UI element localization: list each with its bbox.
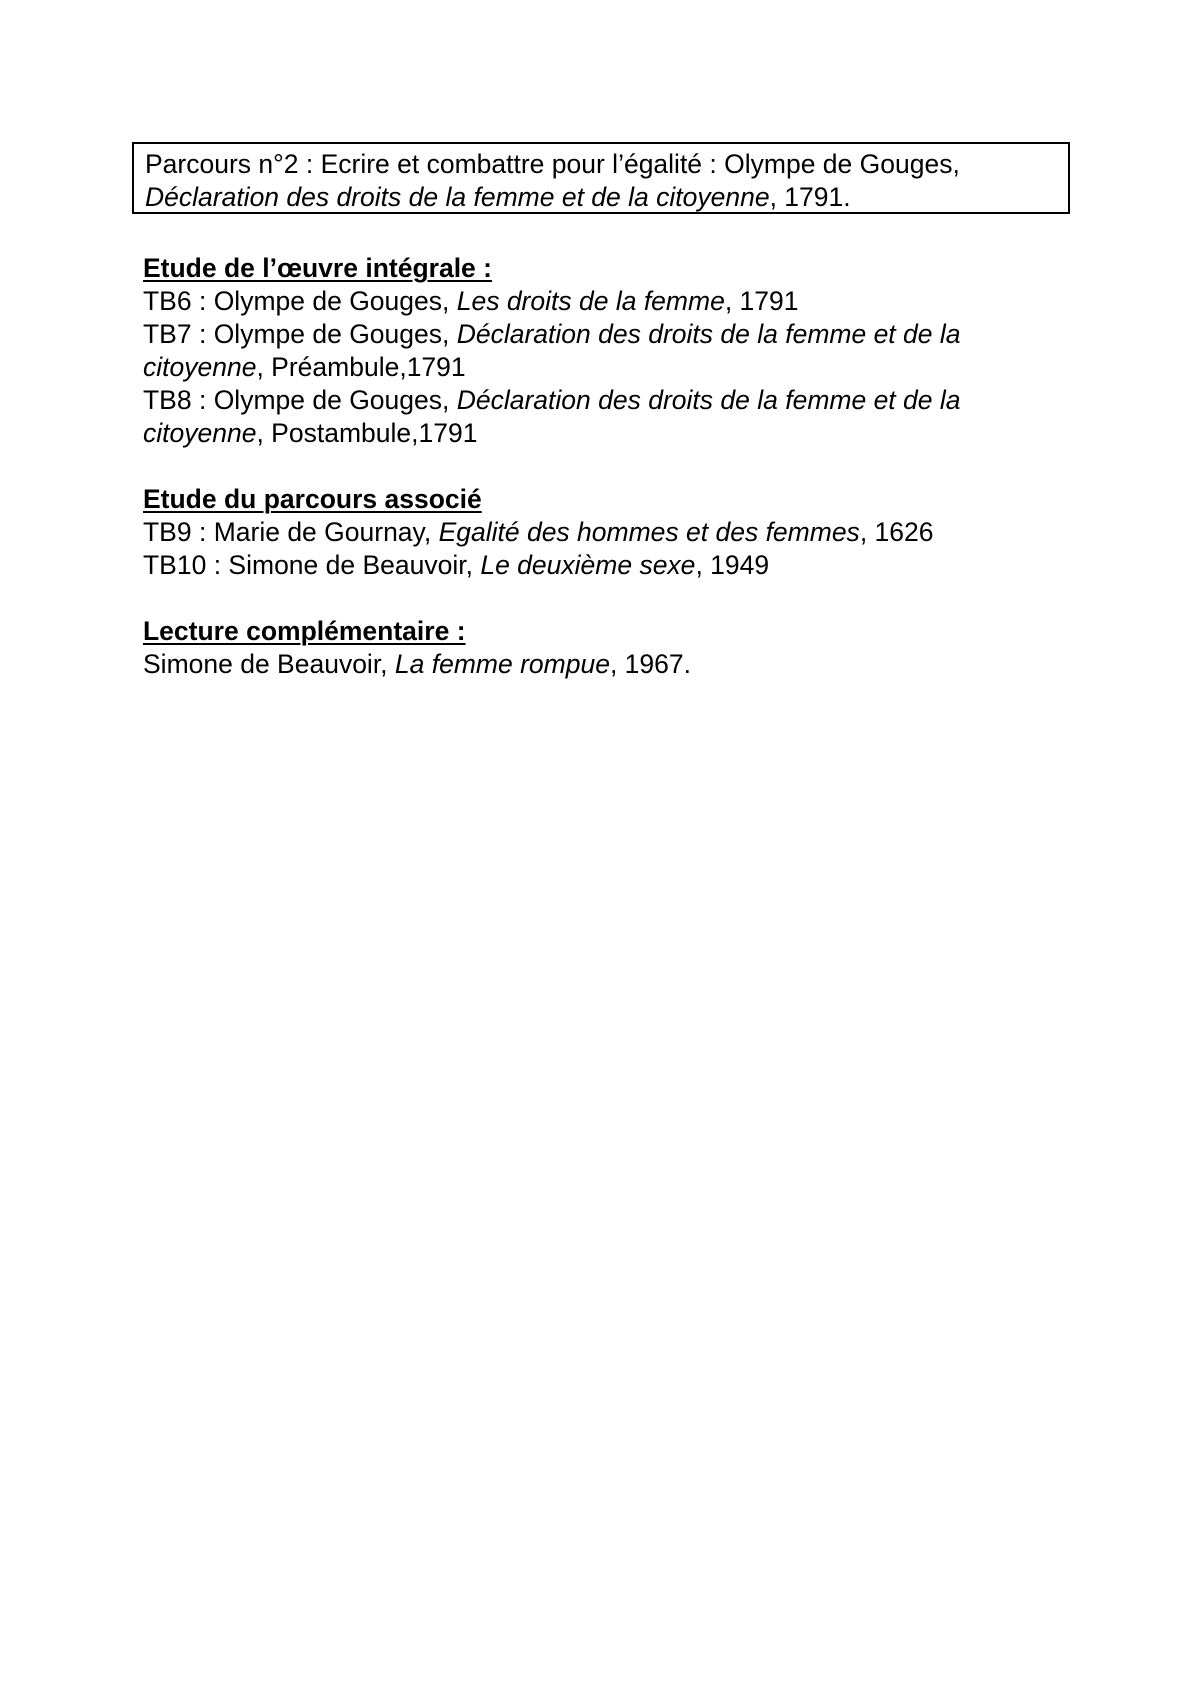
- item-author: TB9 : Marie de Gournay,: [143, 517, 439, 547]
- item-date: , 1949: [695, 550, 770, 580]
- item-work: La femme rompue: [394, 649, 610, 679]
- item-work: Déclaration des droits de la femme et de la citoyenne: [143, 319, 961, 382]
- title-date: , 1791.: [769, 182, 851, 212]
- section-heading: Etude du parcours associé: [143, 484, 482, 514]
- list-item-tb7: [143, 318, 1063, 384]
- document-content: [143, 252, 1063, 714]
- item-work: Les droits de la femme: [456, 286, 725, 316]
- section-parcours-associe: [143, 483, 1063, 582]
- item-date: , Postambule,1791: [256, 418, 478, 448]
- item-work: Déclaration des droits de la femme et de la citoyenne: [143, 385, 961, 448]
- item-work: Le deuxième sexe: [480, 550, 696, 580]
- item-author: TB6 : Olympe de Gouges,: [143, 286, 457, 316]
- item-date: , 1967.: [609, 649, 691, 679]
- list-item-tb6: [143, 285, 1063, 318]
- section-oeuvre-integrale: [143, 252, 1063, 450]
- title-box: [132, 142, 1070, 214]
- title-line-1: Parcours n°2 : Ecrire et combattre pour l’égalité : Olympe de Gouges,: [145, 149, 960, 179]
- title-work: Déclaration des droits de la femme et de la citoyenne: [145, 182, 770, 212]
- item-date: , 1791: [724, 286, 799, 316]
- section-heading: Etude de l’œuvre intégrale :: [143, 253, 492, 283]
- list-item-tb9: [143, 516, 1063, 549]
- list-item-tb8: [143, 384, 1063, 450]
- list-item-lecture: [143, 648, 1063, 681]
- section-heading: Lecture complémentaire :: [143, 616, 466, 646]
- item-work: Egalité des hommes et des femmes: [438, 517, 860, 547]
- section-lecture-complementaire: [143, 615, 1063, 681]
- list-item-tb10: [143, 549, 1063, 582]
- item-author: TB10 : Simone de Beauvoir,: [143, 550, 481, 580]
- item-date: , Préambule,1791: [256, 352, 466, 382]
- item-author: Simone de Beauvoir,: [143, 649, 395, 679]
- item-date: , 1626: [859, 517, 934, 547]
- item-author: TB8 : Olympe de Gouges,: [143, 385, 457, 415]
- title-line-2: [145, 181, 1068, 214]
- item-author: TB7 : Olympe de Gouges,: [143, 319, 457, 349]
